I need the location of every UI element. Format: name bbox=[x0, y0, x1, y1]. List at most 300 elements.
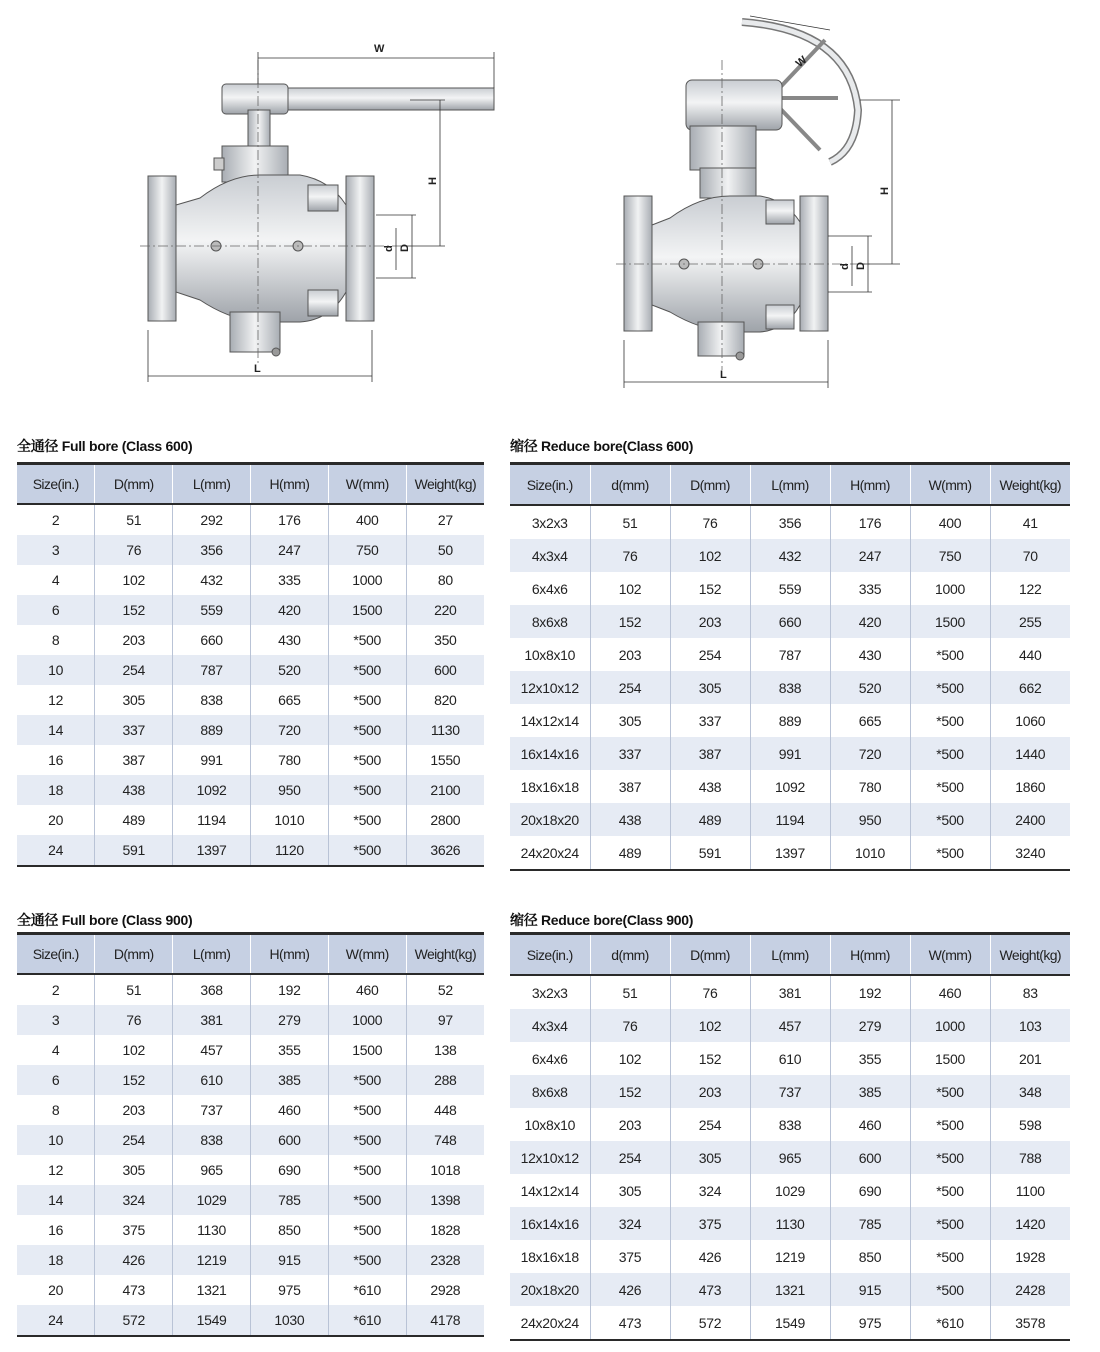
table-cell: 192 bbox=[250, 974, 328, 1005]
table-cell: 1219 bbox=[173, 1245, 251, 1275]
table-row bbox=[17, 1155, 484, 1185]
column-header: L(mm) bbox=[750, 934, 830, 976]
table-cell: 305 bbox=[670, 671, 750, 704]
table-cell: 76 bbox=[590, 1009, 670, 1042]
table-cell: *500 bbox=[910, 1207, 990, 1240]
table-cell: 720 bbox=[830, 737, 910, 770]
table-row bbox=[17, 805, 484, 835]
table-cell: 12 bbox=[48, 692, 64, 708]
table-cell: 1000 bbox=[910, 572, 990, 605]
table-cell: 785 bbox=[250, 1185, 328, 1215]
table-cell: *500 bbox=[910, 1240, 990, 1273]
table-cell: 387 bbox=[95, 745, 173, 775]
table-cell: 20x18x20 bbox=[510, 1273, 590, 1306]
table-cell: 305 bbox=[95, 1155, 173, 1185]
reduce-bore-class-600-table bbox=[510, 462, 1070, 871]
table-cell: 152 bbox=[670, 572, 750, 605]
lever-w-label: W bbox=[374, 43, 385, 55]
table-row bbox=[17, 715, 484, 745]
table-cell: 600 bbox=[250, 1125, 328, 1155]
table-cell: 337 bbox=[95, 715, 173, 745]
table-row bbox=[17, 685, 484, 715]
table-cell: 1018 bbox=[406, 1155, 484, 1185]
table-row bbox=[510, 638, 1070, 671]
table-cell: 288 bbox=[406, 1065, 484, 1095]
table-cell: 438 bbox=[95, 775, 173, 805]
table-cell: 1398 bbox=[406, 1185, 484, 1215]
lever-l-label: L bbox=[254, 363, 261, 375]
table-cell: 1060 bbox=[990, 704, 1070, 737]
full-bore-class-600-table bbox=[17, 462, 484, 867]
table-cell: 292 bbox=[173, 504, 251, 535]
table-row bbox=[510, 539, 1070, 572]
table-cell: 247 bbox=[250, 535, 328, 565]
table-cell: *500 bbox=[910, 1273, 990, 1306]
table-cell: 780 bbox=[830, 770, 910, 803]
table-cell: 1000 bbox=[910, 1009, 990, 1042]
table-header-row bbox=[510, 464, 1070, 506]
table-cell: 591 bbox=[95, 835, 173, 866]
table-cell: 76 bbox=[590, 539, 670, 572]
table-row bbox=[17, 1065, 484, 1095]
table-cell: 83 bbox=[990, 975, 1070, 1009]
table-cell: 385 bbox=[830, 1075, 910, 1108]
table-cell: 375 bbox=[590, 1240, 670, 1273]
table-cell: 20 bbox=[48, 1282, 64, 1298]
table-cell: 460 bbox=[250, 1095, 328, 1125]
column-header: D(mm) bbox=[95, 934, 173, 975]
table-cell: 138 bbox=[406, 1035, 484, 1065]
table-cell: 1130 bbox=[406, 715, 484, 745]
table-cell: 20 bbox=[48, 812, 64, 828]
table-cell: 18 bbox=[17, 1245, 95, 1275]
table-cell: 337 bbox=[590, 737, 670, 770]
lever-valve-drawing bbox=[0, 0, 540, 400]
table-cell: 255 bbox=[990, 605, 1070, 638]
table-cell: 737 bbox=[750, 1075, 830, 1108]
table-cell: 737 bbox=[173, 1095, 251, 1125]
table-cell: 1010 bbox=[250, 805, 328, 835]
gear-w-label: W bbox=[793, 54, 810, 70]
table-cell: *610 bbox=[328, 1305, 406, 1336]
table-cell: 102 bbox=[590, 572, 670, 605]
gear-d-label: d bbox=[839, 263, 851, 270]
table-cell: 785 bbox=[830, 1207, 910, 1240]
table-row bbox=[510, 1306, 1070, 1340]
table-cell: 750 bbox=[328, 535, 406, 565]
table-cell: 950 bbox=[250, 775, 328, 805]
table-row bbox=[17, 1125, 484, 1155]
table-cell: *500 bbox=[910, 1108, 990, 1141]
title-reduce-bore-900: 缩径 Reduce bore(Class 900) bbox=[510, 912, 694, 928]
table-cell: 24 bbox=[17, 1305, 95, 1336]
column-header: W(mm) bbox=[910, 934, 990, 976]
table-cell: 460 bbox=[910, 975, 990, 1009]
table-cell: *500 bbox=[328, 1095, 406, 1125]
table-cell: 1130 bbox=[750, 1207, 830, 1240]
table-row bbox=[510, 737, 1070, 770]
table-row bbox=[510, 1075, 1070, 1108]
table-cell: 660 bbox=[173, 625, 251, 655]
table-cell: 10 bbox=[17, 1125, 95, 1155]
table-cell: 1828 bbox=[406, 1215, 484, 1245]
table-cell: 337 bbox=[670, 704, 750, 737]
table-cell: *500 bbox=[328, 655, 406, 685]
table-cell: *500 bbox=[910, 836, 990, 870]
table-cell: 24x20x24 bbox=[520, 1314, 579, 1331]
table-cell: 14 bbox=[17, 1185, 95, 1215]
table-cell: *500 bbox=[910, 770, 990, 803]
table-cell: 473 bbox=[95, 1275, 173, 1305]
table-row bbox=[17, 1215, 484, 1245]
table-cell: 889 bbox=[173, 715, 251, 745]
column-header: H(mm) bbox=[250, 934, 328, 975]
table-cell: 448 bbox=[406, 1095, 484, 1125]
table-cell: 889 bbox=[750, 704, 830, 737]
table-cell: 460 bbox=[830, 1108, 910, 1141]
table-cell: 1397 bbox=[750, 836, 830, 870]
table-cell: 4x3x4 bbox=[510, 539, 590, 572]
title-full-bore-900: 全通径 Full bore (Class 900) bbox=[17, 912, 193, 928]
table-cell: 355 bbox=[250, 1035, 328, 1065]
table-cell: 690 bbox=[830, 1174, 910, 1207]
table-cell: 12 bbox=[48, 1162, 64, 1178]
table-cell: 662 bbox=[990, 671, 1070, 704]
column-header: Size(in.) bbox=[17, 934, 95, 975]
table-cell: 665 bbox=[250, 685, 328, 715]
table-row bbox=[17, 1005, 484, 1035]
table-cell: 8x6x8 bbox=[510, 1075, 590, 1108]
table-row bbox=[510, 975, 1070, 1009]
table-row bbox=[17, 974, 484, 1005]
table-cell: *500 bbox=[328, 1215, 406, 1245]
table-cell: 324 bbox=[670, 1174, 750, 1207]
table-cell: 335 bbox=[830, 572, 910, 605]
table-row bbox=[17, 1035, 484, 1065]
table-cell: 965 bbox=[173, 1155, 251, 1185]
table-cell: 1420 bbox=[990, 1207, 1070, 1240]
table-cell: 14 bbox=[17, 715, 95, 745]
table-cell: 600 bbox=[406, 655, 484, 685]
table-cell: 4178 bbox=[406, 1305, 484, 1336]
table-cell: 152 bbox=[590, 605, 670, 638]
table-cell: 400 bbox=[328, 504, 406, 535]
table-cell: 220 bbox=[406, 595, 484, 625]
table-row bbox=[17, 1305, 484, 1336]
table-cell: 457 bbox=[750, 1009, 830, 1042]
table-cell: *500 bbox=[328, 1155, 406, 1185]
table-cell: *500 bbox=[328, 1065, 406, 1095]
table-cell: 152 bbox=[95, 1065, 173, 1095]
table-cell: 305 bbox=[590, 704, 670, 737]
table-cell: 1500 bbox=[910, 605, 990, 638]
reduce-bore-class-900-table bbox=[510, 932, 1070, 1341]
table-cell: 572 bbox=[670, 1306, 750, 1340]
table-cell: 720 bbox=[250, 715, 328, 745]
table-cell: 368 bbox=[173, 974, 251, 1005]
table-cell: 489 bbox=[590, 836, 670, 870]
table-cell: 12x10x12 bbox=[510, 671, 590, 704]
title-reduce-bore-600: 缩径 Reduce bore(Class 600) bbox=[510, 438, 694, 454]
table-cell: 1219 bbox=[750, 1240, 830, 1273]
table-cell: 8 bbox=[51, 1102, 60, 1118]
table-cell: 356 bbox=[750, 505, 830, 539]
table-cell: *500 bbox=[910, 704, 990, 737]
table-cell: 24x20x24 bbox=[520, 844, 579, 861]
table-cell: 102 bbox=[590, 1042, 670, 1075]
table-cell: 51 bbox=[95, 504, 173, 535]
table-cell: 1194 bbox=[173, 805, 251, 835]
table-cell: 10x8x10 bbox=[524, 646, 576, 663]
table-cell: 600 bbox=[830, 1141, 910, 1174]
table-cell: 2928 bbox=[406, 1275, 484, 1305]
table-cell: 610 bbox=[750, 1042, 830, 1075]
table-row bbox=[17, 535, 484, 565]
table-cell: 50 bbox=[406, 535, 484, 565]
column-header: W(mm) bbox=[328, 464, 406, 505]
table-cell: 780 bbox=[250, 745, 328, 775]
table-cell: 850 bbox=[250, 1215, 328, 1245]
table-cell: 420 bbox=[830, 605, 910, 638]
table-cell: 97 bbox=[406, 1005, 484, 1035]
table-cell: 51 bbox=[95, 974, 173, 1005]
table-cell: 3 bbox=[17, 535, 95, 565]
column-header: Weight(kg) bbox=[406, 464, 484, 505]
table-row bbox=[17, 655, 484, 685]
table-row bbox=[510, 605, 1070, 638]
table-cell: 8 bbox=[51, 632, 60, 648]
table-cell: 122 bbox=[990, 572, 1070, 605]
table-cell: 598 bbox=[990, 1108, 1070, 1141]
table-cell: 473 bbox=[670, 1273, 750, 1306]
table-cell: 1549 bbox=[750, 1306, 830, 1340]
table-cell: 375 bbox=[95, 1215, 173, 1245]
column-header: Size(in.) bbox=[510, 464, 590, 506]
table-cell: 254 bbox=[95, 1125, 173, 1155]
table-cell: 965 bbox=[750, 1141, 830, 1174]
table-cell: 8x6x8 bbox=[510, 605, 590, 638]
table-cell: 348 bbox=[990, 1075, 1070, 1108]
table-cell: 660 bbox=[750, 605, 830, 638]
table-cell: 438 bbox=[590, 803, 670, 836]
table-cell: 387 bbox=[670, 737, 750, 770]
table-cell: 16x14x16 bbox=[510, 737, 590, 770]
table-cell: 14x12x14 bbox=[520, 712, 579, 729]
table-cell: 1092 bbox=[173, 775, 251, 805]
full-bore-class-900-table bbox=[17, 932, 484, 1337]
column-header: W(mm) bbox=[910, 464, 990, 506]
table-cell: 355 bbox=[830, 1042, 910, 1075]
table-cell: 305 bbox=[95, 685, 173, 715]
table-cell: 102 bbox=[95, 565, 173, 595]
table-row bbox=[510, 1009, 1070, 1042]
table-cell: 1029 bbox=[750, 1174, 830, 1207]
table-row bbox=[510, 1108, 1070, 1141]
table-cell: 1500 bbox=[910, 1042, 990, 1075]
table-cell: *500 bbox=[328, 1125, 406, 1155]
table-cell: 6 bbox=[17, 1065, 95, 1095]
table-cell: *500 bbox=[910, 671, 990, 704]
column-header: H(mm) bbox=[250, 464, 328, 505]
table-cell: 10 bbox=[17, 655, 95, 685]
table-cell: 6 bbox=[17, 595, 95, 625]
table-cell: 103 bbox=[990, 1009, 1070, 1042]
table-row bbox=[510, 1240, 1070, 1273]
table-cell: 420 bbox=[250, 595, 328, 625]
table-cell: 1000 bbox=[328, 1005, 406, 1035]
table-row bbox=[17, 1275, 484, 1305]
table-row bbox=[510, 1174, 1070, 1207]
table-cell: 16 bbox=[48, 1222, 64, 1238]
table-cell: 3626 bbox=[406, 835, 484, 866]
table-cell: 1500 bbox=[328, 595, 406, 625]
table-cell: 1130 bbox=[173, 1215, 251, 1245]
table-cell: 432 bbox=[750, 539, 830, 572]
table-cell: 24 bbox=[17, 835, 95, 866]
table-cell: 430 bbox=[250, 625, 328, 655]
column-header: H(mm) bbox=[830, 934, 910, 976]
table-row bbox=[510, 770, 1070, 803]
table-cell: 915 bbox=[830, 1273, 910, 1306]
table-cell: *500 bbox=[328, 835, 406, 866]
table-cell: *500 bbox=[328, 805, 406, 835]
table-cell: 356 bbox=[173, 535, 251, 565]
table-cell: 838 bbox=[750, 671, 830, 704]
table-cell: 27 bbox=[406, 504, 484, 535]
table-cell: 400 bbox=[910, 505, 990, 539]
table-cell: 254 bbox=[670, 1108, 750, 1141]
table-cell: 176 bbox=[250, 504, 328, 535]
column-header: D(mm) bbox=[670, 464, 750, 506]
column-header: D(mm) bbox=[670, 934, 750, 976]
table-cell: *500 bbox=[910, 1075, 990, 1108]
table-cell: 1500 bbox=[328, 1035, 406, 1065]
gear-bigd-label: D bbox=[855, 262, 867, 270]
table-row bbox=[510, 803, 1070, 836]
column-header: L(mm) bbox=[173, 934, 251, 975]
column-header: D(mm) bbox=[95, 464, 173, 505]
table-cell: 52 bbox=[406, 974, 484, 1005]
table-cell: 4x3x4 bbox=[510, 1009, 590, 1042]
column-header: Weight(kg) bbox=[406, 934, 484, 975]
table-cell: 489 bbox=[670, 803, 750, 836]
table-cell: 1030 bbox=[250, 1305, 328, 1336]
table-row bbox=[17, 565, 484, 595]
table-row bbox=[17, 835, 484, 866]
table-cell: 18 bbox=[17, 775, 95, 805]
table-header-row bbox=[510, 934, 1070, 976]
table-cell: 1000 bbox=[328, 565, 406, 595]
gear-l-label: L bbox=[720, 369, 727, 381]
table-cell: 41 bbox=[990, 505, 1070, 539]
lever-h-label: H bbox=[427, 177, 439, 185]
table-cell: 76 bbox=[95, 1005, 173, 1035]
table-cell: 254 bbox=[670, 638, 750, 671]
table-cell: *500 bbox=[328, 1185, 406, 1215]
table-cell: 6x4x6 bbox=[531, 580, 568, 597]
table-cell: 4 bbox=[51, 1042, 60, 1058]
table-row bbox=[510, 1273, 1070, 1306]
column-header: L(mm) bbox=[173, 464, 251, 505]
table-cell: 4 bbox=[51, 572, 60, 588]
column-header: Weight(kg) bbox=[990, 934, 1070, 976]
table-cell: *500 bbox=[910, 1174, 990, 1207]
table-row bbox=[510, 1207, 1070, 1240]
table-cell: 51 bbox=[590, 505, 670, 539]
table-row bbox=[17, 1185, 484, 1215]
table-row bbox=[510, 572, 1070, 605]
column-header: W(mm) bbox=[328, 934, 406, 975]
table-cell: *610 bbox=[910, 1306, 990, 1340]
table-cell: 16 bbox=[48, 752, 64, 768]
table-cell: 2400 bbox=[990, 803, 1070, 836]
lever-d-label: d bbox=[383, 245, 395, 252]
table-cell: *500 bbox=[910, 1141, 990, 1174]
table-cell: 254 bbox=[95, 655, 173, 685]
table-cell: 2328 bbox=[406, 1245, 484, 1275]
table-cell: 788 bbox=[990, 1141, 1070, 1174]
table-cell: 2100 bbox=[406, 775, 484, 805]
table-row bbox=[510, 1042, 1070, 1075]
table-cell: 192 bbox=[830, 975, 910, 1009]
table-cell: 426 bbox=[95, 1245, 173, 1275]
table-cell: 381 bbox=[173, 1005, 251, 1035]
table-row bbox=[17, 775, 484, 805]
table-cell: 385 bbox=[250, 1065, 328, 1095]
table-row bbox=[510, 671, 1070, 704]
table-cell: 850 bbox=[830, 1240, 910, 1273]
table-header-row bbox=[17, 934, 484, 975]
table-cell: 1100 bbox=[990, 1174, 1070, 1207]
table-cell: 838 bbox=[750, 1108, 830, 1141]
table-cell: 102 bbox=[670, 539, 750, 572]
table-cell: 70 bbox=[990, 539, 1070, 572]
table-row bbox=[510, 1141, 1070, 1174]
table-cell: 426 bbox=[670, 1240, 750, 1273]
column-header: d(mm) bbox=[590, 464, 670, 506]
table-cell: 838 bbox=[173, 1125, 251, 1155]
table-cell: 10x8x10 bbox=[524, 1116, 576, 1133]
table-cell: 1010 bbox=[830, 836, 910, 870]
table-cell: 838 bbox=[173, 685, 251, 715]
table-row bbox=[17, 625, 484, 655]
table-cell: 102 bbox=[95, 1035, 173, 1065]
table-cell: *500 bbox=[328, 745, 406, 775]
table-cell: *500 bbox=[910, 638, 990, 671]
table-cell: 2 bbox=[51, 982, 60, 998]
table-cell: 1550 bbox=[406, 745, 484, 775]
table-cell: 426 bbox=[590, 1273, 670, 1306]
table-cell: 748 bbox=[406, 1125, 484, 1155]
gear-valve-drawing bbox=[560, 0, 940, 400]
column-header: L(mm) bbox=[750, 464, 830, 506]
gear-h-label: H bbox=[879, 187, 891, 195]
table-cell: 176 bbox=[830, 505, 910, 539]
table-cell: 440 bbox=[990, 638, 1070, 671]
table-cell: 203 bbox=[95, 625, 173, 655]
table-cell: 1397 bbox=[173, 835, 251, 866]
table-cell: 915 bbox=[250, 1245, 328, 1275]
table-cell: 3x2x3 bbox=[531, 514, 568, 531]
table-cell: *500 bbox=[910, 737, 990, 770]
table-cell: 203 bbox=[590, 638, 670, 671]
table-cell: 473 bbox=[590, 1306, 670, 1340]
table-cell: 690 bbox=[250, 1155, 328, 1185]
table-cell: *500 bbox=[328, 625, 406, 655]
table-cell: 1194 bbox=[750, 803, 830, 836]
table-cell: 18x16x18 bbox=[520, 778, 579, 795]
table-cell: 16x14x16 bbox=[510, 1207, 590, 1240]
